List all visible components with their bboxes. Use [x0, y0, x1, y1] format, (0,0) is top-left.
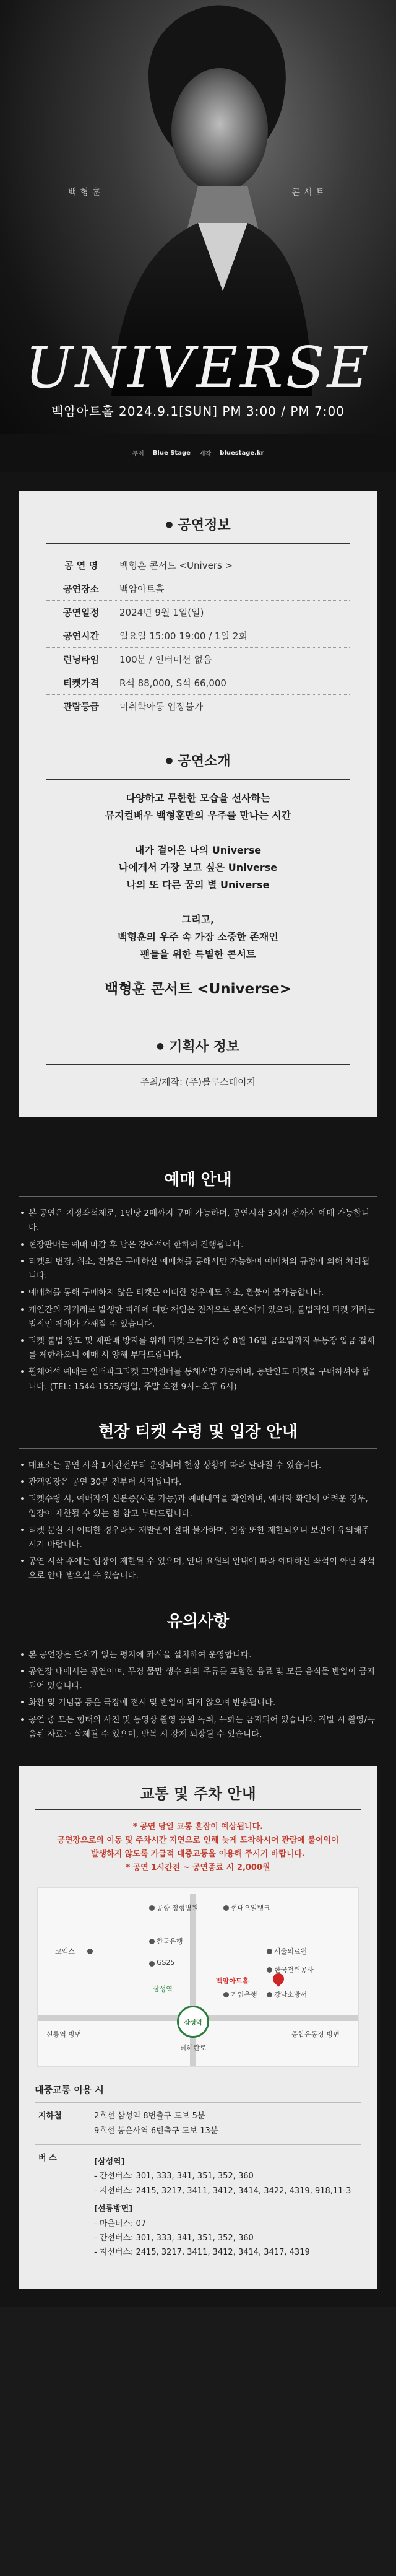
table-row [35, 2145, 361, 2266]
hero-dateline: 백암아트홀 2024.9.1[SUN] PM 3:00 / PM 7:00 [51, 404, 345, 419]
divider [46, 779, 350, 780]
intro-title: 공연소개 [178, 754, 231, 769]
table-row [46, 577, 350, 601]
info-key: 관람등급 [63, 701, 99, 712]
intro-line: 팬들을 위한 특별한 콘서트 [140, 948, 256, 960]
sponsor-logo-host: Blue Stage [152, 449, 191, 456]
list-item: • 티켓수령 시, 예매자의 신분증(사본 가능)과 예매내역을 확인하며, 예매자 확인이 어려운 경우, 입장이 제한될 수 있는 점 참고 부탁드립니다. [19, 1492, 377, 1521]
list-item: • 예매처를 통해 구매하지 않은 티켓은 어떠한 경우에도 취소, 환불이 불가능합니다. [19, 1286, 377, 1300]
performance-info-table [46, 554, 350, 718]
performance-info-heading [46, 515, 350, 534]
info-panel-wrapper [0, 472, 396, 1142]
intro-line: 나의 또 다른 꿈의 별 Universe [126, 879, 270, 891]
onsite-title: 현장 티켓 수령 및 입장 안내 [98, 1422, 298, 1441]
info-key: 런닝타임 [63, 654, 99, 665]
map-marker-icon [149, 1939, 155, 1944]
map-marker-icon [267, 1967, 272, 1973]
info-key: 공 연 명 [64, 560, 98, 571]
map-label: 테헤란로 [180, 2044, 207, 2053]
map-marker-icon [87, 1949, 93, 1954]
organizer-heading [46, 1036, 350, 1055]
list-item: • 화환 및 기념품 등은 극장에 전시 및 반입이 되지 않으며 반송됩니다. [19, 1696, 377, 1710]
map-marker-icon [267, 1949, 272, 1954]
transit-table [35, 2102, 361, 2266]
caution-title: 유의사항 [166, 1612, 230, 1631]
parking-title: 교통 및 주차 안내 [140, 1784, 256, 1802]
info-key: 공연장소 [63, 583, 99, 595]
location-map [37, 1887, 359, 2067]
caution-list [19, 1648, 377, 1742]
caution-block [19, 1609, 377, 1742]
divider [19, 1196, 377, 1197]
list-item: • 휠체어석 예매는 인터파크티켓 고객센터를 통해서만 가능하며, 동반인도 티켓을 구매하셔야 합니다. (TEL: 1544-1555/평일, 주말 오전 9시~오후 6시) [19, 1365, 377, 1394]
onsite-list [19, 1459, 377, 1584]
intro-concert-name: 백형훈 콘서트 <Universe> [104, 981, 292, 997]
map-label: 기업은행 [231, 1991, 257, 1999]
map-road-vertical [190, 1894, 196, 2066]
organizer-section [46, 1036, 350, 1088]
list-item: • 티켓 불법 양도 및 재판매 방지를 위해 티켓 오픈기간 중 8월 16일 금요일까지 무통장 입금 결제를 제한하오니 예매 시 양해 부탁드립니다. [19, 1334, 377, 1363]
parking-notes [35, 1820, 361, 1875]
parking-note: * 공연 1시간전 ~ 공연종료 시 2,000원 [126, 1863, 270, 1873]
intro-line: 내가 걸어온 나의 Universe [134, 844, 262, 856]
list-item: • 공연 시작 후에는 입장이 제한될 수 있으며, 안내 요원의 안내에 따라 예매하신 좌석이 아닌 좌석으로 안내 받으실 수 있습니다. [19, 1555, 377, 1583]
bus-subheading: [선릉방면] [94, 2204, 133, 2214]
info-value: 일요일 15:00 19:00 / 1일 2회 [119, 631, 248, 642]
sponsor-label-host: 주최 [132, 450, 144, 458]
intro-section [46, 751, 350, 1002]
bullet-icon: ● [156, 1041, 165, 1051]
map-label: 코엑스 [55, 1947, 75, 1956]
divider [46, 543, 350, 544]
hero-side-text-left: 백형훈 [68, 188, 105, 198]
notice-section [0, 1142, 396, 2307]
map-label-venue: 백암아트홀 [216, 1977, 249, 1986]
subway-route: 9호선 봉은사역 6번출구 도보 13분 [94, 2126, 218, 2136]
parking-note: 발생하지 않도록 가급적 대중교통을 이용해 주시기 바랍니다. [90, 1849, 306, 1859]
map-label: 공항 정형병원 [157, 1904, 199, 1913]
list-item: • 티켓의 변경, 취소, 환불은 구매하신 예매처를 통해서만 가능하며 예매처의 규정에 의해 처리됩니다. [19, 1255, 377, 1283]
map-label: 강남소방서 [274, 1991, 308, 1999]
onsite-block [19, 1419, 377, 1584]
hero-banner [0, 0, 396, 434]
list-item: • 매표소는 공연 시작 1시간전부터 운영되며 현장 상황에 따라 달라질 수 있습니다. [19, 1459, 377, 1473]
map-label: 선릉역 방면 [46, 2030, 82, 2039]
bus-route: - 지선버스: 2415, 3217, 3411, 3412, 3414, 3422, 4319, 918,11-3 [94, 2186, 351, 2196]
subway-station-icon: 삼성역 [177, 2006, 209, 2038]
parking-panel [19, 1766, 377, 2289]
bus-route: - 마을버스: 07 [94, 2219, 147, 2229]
info-panel [19, 491, 377, 1117]
organizer-line: 주최/제작: (주)블루스테이지 [140, 1076, 256, 1088]
map-label: 한국전력공사 [274, 1966, 314, 1975]
intro-heading [46, 751, 350, 770]
table-row [46, 554, 350, 577]
parking-note: * 공연 당일 교통 혼잡이 예상됩니다. [132, 1822, 264, 1832]
map-marker-icon [149, 1905, 155, 1911]
info-value: 미취학아동 입장불가 [119, 701, 204, 712]
transit-heading: 대중교통 이용 시 [35, 2084, 104, 2096]
bullet-icon: ● [165, 519, 173, 530]
transit-key: 버 스 [38, 2154, 57, 2163]
map-label: 종합운동장 방면 [291, 2030, 340, 2039]
info-value: 백암아트홀 [119, 583, 165, 595]
transit-value [90, 2103, 361, 2145]
table-row [46, 601, 350, 624]
parking-note: 공연장으로의 이동 및 주차시간 지연으로 인해 늦게 도착하시어 관람에 불이익이 [57, 1836, 339, 1846]
divider [19, 1448, 377, 1449]
map-marker-icon [267, 1992, 272, 1997]
bus-route: - 지선버스: 2415, 3217, 3411, 3412, 3414, 3417, 4319 [94, 2248, 310, 2258]
list-item: • 개인간의 직거래로 발생한 피해에 대한 책임은 전적으로 본인에게 있으며, 불법적인 티켓 거래는 법적인 제재가 가해질 수 있습니다. [19, 1303, 377, 1332]
info-value: R석 88,000, S석 66,000 [119, 678, 226, 689]
intro-line: 백형훈의 우주 속 가장 소중한 존재인 [118, 931, 278, 943]
sponsor-logo-production: bluestage.kr [220, 449, 264, 456]
bus-subheading: [삼성역] [94, 2157, 125, 2167]
list-item: • 현장판매는 예매 마감 후 남은 잔여석에 한하여 진행됩니다. [19, 1238, 377, 1252]
list-item: • 본 공연은 지정좌석제로, 1인당 2매까지 구매 가능하며, 공연시작 3시간 전까지 예매 가능합니다. [19, 1207, 377, 1235]
list-item: • 본 공연장은 단차가 없는 평지에 좌석을 설치하여 운영합니다. [19, 1648, 377, 1662]
bus-route: - 간선버스: 301, 333, 341, 351, 352, 360 [94, 2233, 254, 2243]
info-key: 티켓가격 [63, 678, 99, 689]
hero-title: UNIVERSE [25, 334, 371, 401]
info-value: 2024년 9월 1일(일) [119, 607, 204, 618]
transit-key: 지하철 [38, 2111, 62, 2121]
map-label: GS25 [157, 1958, 175, 1967]
intro-line: 뮤지컬배우 백형훈만의 우주를 만나는 시간 [105, 810, 291, 821]
list-item: • 관객입장은 공연 30분 전부터 시작됩니다. [19, 1475, 377, 1490]
table-row [35, 2103, 361, 2145]
intro-line: 그리고, [181, 914, 215, 925]
sponsor-bar [0, 434, 396, 472]
hero-side-text-right: 콘서트 [291, 188, 328, 198]
map-label: 현대오일뱅크 [231, 1904, 270, 1913]
map-label: 한국은행 [157, 1937, 183, 1946]
list-item: • 공연장 내에서는 공연이며, 무경 물만 생수 외의 주류를 포함한 음료 및 모든 음식물 반입이 금지되어 있습니다. [19, 1665, 377, 1693]
table-row [46, 695, 350, 718]
map-marker-icon [149, 1961, 155, 1967]
table-row [46, 648, 350, 671]
performance-info-title: 공연정보 [178, 518, 231, 533]
list-item: • 공연 중 모든 형태의 사진 및 동영상 촬영 음원 녹취, 녹화는 금지되어 있습니다. 적발 시 촬영/녹음된 자료는 삭제될 수 있으며, 반복 시 강제 퇴장될 수 있습니다. [19, 1713, 377, 1742]
divider [46, 1064, 350, 1065]
sponsor-label-production: 제작 [199, 450, 212, 458]
map-marker-icon [223, 1992, 229, 1997]
info-key: 공연일정 [63, 607, 99, 618]
intro-line: 나에게서 가장 보고 싶은 Universe [118, 862, 278, 873]
map-label: 삼성역 [153, 1985, 173, 1994]
intro-line: 다양하고 무한한 모습을 선사하는 [126, 792, 270, 804]
transit-value [90, 2145, 361, 2266]
info-value: 100분 / 인터미션 없음 [119, 654, 212, 665]
divider [35, 1809, 361, 1810]
info-value: 백형훈 콘서트 <Univers > [119, 560, 233, 571]
table-row [46, 671, 350, 695]
booking-list [19, 1207, 377, 1394]
booking-title: 예매 안내 [164, 1171, 232, 1190]
list-item: • 티켓 분실 시 어떠한 경우라도 재발권이 절대 불가하며, 입장 또한 제한되오니 보관에 유의해주시기 바랍니다. [19, 1524, 377, 1552]
info-key: 공연시간 [63, 631, 99, 642]
booking-block [19, 1167, 377, 1394]
map-marker-icon [223, 1905, 229, 1911]
map-label: 서울의료원 [274, 1947, 308, 1956]
table-row [46, 624, 350, 648]
organizer-title: 기획사 정보 [169, 1039, 240, 1055]
subway-route: 2호선 삼성역 8번출구 도보 5분 [94, 2111, 205, 2121]
bus-route: - 간선버스: 301, 333, 341, 351, 352, 360 [94, 2172, 254, 2181]
bullet-icon: ● [165, 755, 173, 766]
